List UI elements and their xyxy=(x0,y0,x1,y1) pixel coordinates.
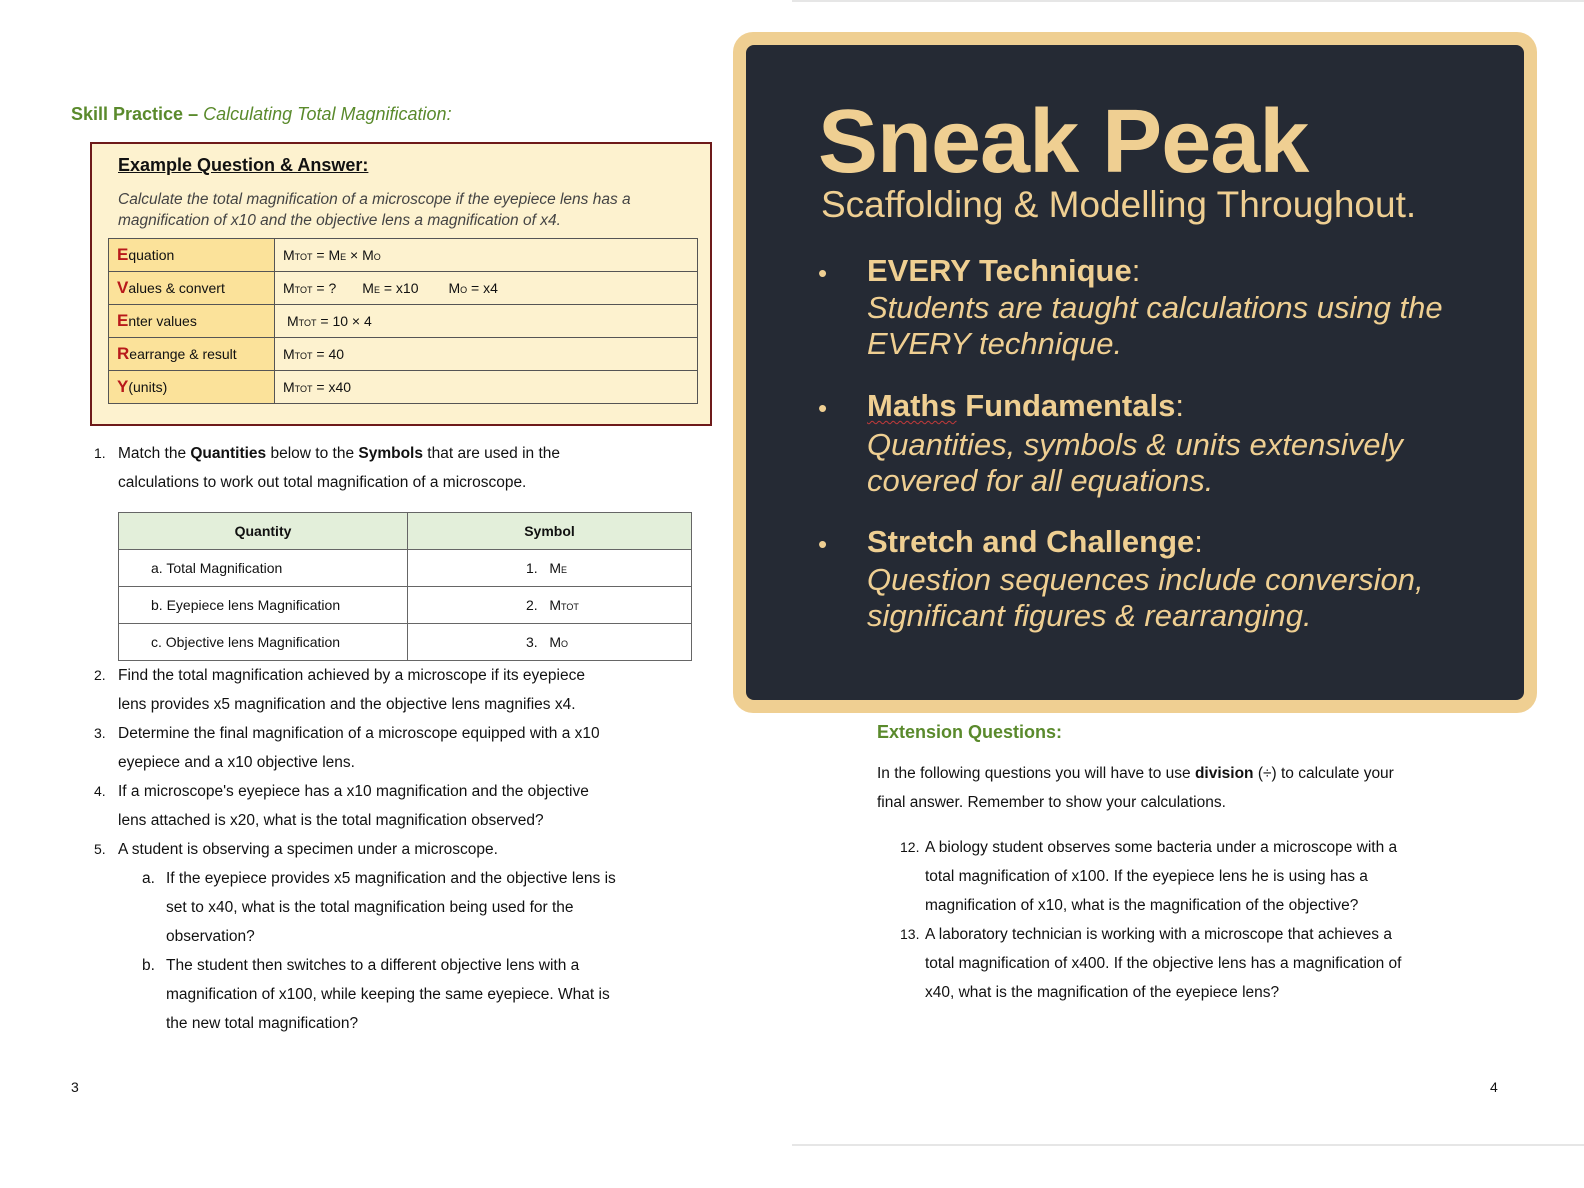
question-line: the new total magnification? xyxy=(166,1015,359,1032)
every-value xyxy=(275,239,698,272)
every-letter: E xyxy=(117,311,129,330)
question-line: The student then switches to a different objective lens with a xyxy=(166,957,580,974)
symbol-cell xyxy=(408,587,692,624)
value-part: = x4 xyxy=(467,280,498,296)
skill-practice-heading xyxy=(71,104,452,125)
subscript: TOT xyxy=(561,602,579,612)
quantity-symbol-table xyxy=(118,512,692,661)
question-line: Find the total magnification achieved by a microscope if its eyepiece xyxy=(118,667,585,684)
every-letter: Y xyxy=(117,377,129,396)
every-letter: V xyxy=(117,278,129,297)
symbol-number: 2. xyxy=(526,597,538,613)
question-line: observation? xyxy=(166,928,255,945)
question-line: lens provides x5 magnification and the objective lens magnifies x4. xyxy=(118,696,576,713)
quantity-cell: c. Objective lens Magnification xyxy=(119,624,408,661)
sneak-peak-subtitle: Scaffolding & Modelling Throughout. xyxy=(821,184,1417,225)
every-value xyxy=(275,272,698,305)
symbol-m: M xyxy=(549,634,562,650)
symbol-m: M xyxy=(549,597,562,613)
question-13 xyxy=(925,920,1525,1007)
every-label xyxy=(109,371,275,404)
question-line: magnification of x100, while keeping the same eyepiece. What is xyxy=(166,986,610,1003)
symbol-number: 1. xyxy=(526,560,538,576)
value-part: = x10 xyxy=(379,280,419,296)
question-line: If the eyepiece provides x5 magnification and the objective lens is xyxy=(166,870,616,887)
subquestion-number: b. xyxy=(142,957,155,974)
intro-text: (÷) to calculate your xyxy=(1253,765,1394,782)
symbol-cell xyxy=(408,624,692,661)
bullet-title xyxy=(867,253,1140,289)
equation-part: = M xyxy=(312,247,341,263)
subquestion-number: a. xyxy=(142,870,155,887)
value-part: = 10 × 4 xyxy=(316,313,372,329)
subscript: O xyxy=(373,252,381,262)
every-table xyxy=(108,238,698,404)
bullet-text: Students are taught calculations using the EVERY technique. xyxy=(867,290,1443,361)
question-line: If a microscope's eyepiece has a x10 magnification and the objective xyxy=(118,783,589,800)
spellcheck-word: Maths xyxy=(867,388,957,423)
extension-heading: Extension Questions: xyxy=(877,722,1063,742)
subscript: O xyxy=(561,639,569,649)
question-number: 4. xyxy=(94,783,106,799)
quantity-cell: b. Eyepiece lens Magnification xyxy=(119,587,408,624)
heading-sub: Calculating Total Magnification: xyxy=(203,104,452,124)
every-label-text: nter values xyxy=(128,313,197,329)
subquestion-a xyxy=(166,864,726,951)
every-label xyxy=(109,338,275,371)
every-value xyxy=(275,338,698,371)
quantity-cell: a. Total Magnification xyxy=(119,550,408,587)
bullet-text: Question sequences include conversion, significant figures & rearranging. xyxy=(867,562,1424,633)
question-line: A student is observing a specimen under a microscope. xyxy=(118,841,498,858)
symbol-m: M xyxy=(362,280,374,296)
value-part: = x40 xyxy=(312,379,352,395)
every-letter: R xyxy=(117,344,130,363)
subscript: E xyxy=(340,252,347,262)
subscript: TOT xyxy=(294,384,313,394)
every-label-text: alues & convert xyxy=(128,280,225,296)
table-row xyxy=(119,550,692,587)
header-symbol: Symbol xyxy=(408,513,692,550)
bullet-dot: • xyxy=(818,393,828,423)
every-value xyxy=(275,371,698,404)
every-row-units xyxy=(109,371,698,404)
every-label xyxy=(109,272,275,305)
equation-part: × M xyxy=(346,247,374,263)
q1-text: below to the xyxy=(266,445,359,462)
question-line: A laboratory technician is working with a microscope that achieves a xyxy=(925,926,1392,943)
table-row xyxy=(119,587,692,624)
symbol-m: M xyxy=(287,313,299,329)
every-letter: E xyxy=(117,245,129,264)
every-row-rearrange xyxy=(109,338,698,371)
q1-bold: Symbols xyxy=(358,445,423,462)
every-row-equation xyxy=(109,239,698,272)
question-number: 1. xyxy=(94,445,106,461)
subquestion-b xyxy=(166,951,726,1038)
subscript: TOT xyxy=(294,252,313,262)
page-number-right: 4 xyxy=(1490,1079,1498,1095)
heading-main: Skill Practice – xyxy=(71,104,204,124)
every-row-values xyxy=(109,272,698,305)
question-line: magnification of x10, what is the magnification of the objective? xyxy=(925,897,1359,914)
value-part: = 40 xyxy=(312,346,345,362)
bullet-colon: : xyxy=(1194,524,1203,559)
table-row xyxy=(119,624,692,661)
question-line: lens attached is x20, what is the total magnification observed? xyxy=(118,812,544,829)
every-row-enter xyxy=(109,305,698,338)
bullet-title xyxy=(867,388,1184,424)
symbol-m: M xyxy=(283,379,295,395)
question-line: Determine the final magnification of a microscope equipped with a x10 xyxy=(118,725,600,742)
question-1 xyxy=(118,439,718,497)
bullet-title-text: Fundamentals xyxy=(956,388,1176,423)
question-line: A biology student observes some bacteria under a microscope with a xyxy=(925,839,1398,856)
header-quantity: Quantity xyxy=(119,513,408,550)
q1-text: Match the xyxy=(118,445,191,462)
subscript: E xyxy=(561,565,568,575)
question-line xyxy=(118,439,718,468)
example-title: Example Question & Answer: xyxy=(118,155,369,175)
bullet-dot: • xyxy=(818,529,828,559)
symbol-m: M xyxy=(549,560,562,576)
question-line: total magnification of x400. If the objective lens has a magnification of xyxy=(925,955,1402,972)
bullet-colon: : xyxy=(1131,253,1141,288)
intro-bold: division xyxy=(1194,765,1254,782)
example-question: Calculate the total magnification of a microscope if the eyepiece lens has a magnification of x10 and the objective lens a magnification of x4. xyxy=(118,191,631,229)
every-label-text: (units) xyxy=(128,379,168,395)
table-header-row xyxy=(119,513,692,550)
subscript: TOT xyxy=(294,285,313,295)
question-line: total magnification of x100. If the eyepiece lens he is using has a xyxy=(925,868,1368,885)
question-number: 2. xyxy=(94,667,106,683)
bullet-title-text: EVERY Technique xyxy=(867,253,1132,288)
question-2 xyxy=(118,661,718,719)
subscript: E xyxy=(373,285,380,295)
question-12 xyxy=(925,833,1525,920)
subscript: TOT xyxy=(294,351,313,361)
subscript: TOT xyxy=(298,318,317,328)
bullet-title xyxy=(867,524,1203,560)
intro-text: In the following questions you will have to use xyxy=(877,765,1195,782)
symbol-m: M xyxy=(448,280,461,296)
question-number: 13. xyxy=(900,926,920,942)
symbol-m: M xyxy=(283,280,295,296)
every-label-text: earrange & result xyxy=(129,346,237,362)
intro-line: final answer. Remember to show your calculations. xyxy=(877,794,1226,811)
question-number: 12. xyxy=(900,839,920,855)
question-4 xyxy=(118,777,718,835)
subscript: O xyxy=(460,285,468,295)
question-number: 3. xyxy=(94,725,106,741)
question-line: eyepiece and a x10 objective lens. xyxy=(118,754,355,771)
question-3 xyxy=(118,719,718,777)
q1-bold: Quantities xyxy=(190,445,267,462)
question-5 xyxy=(118,835,718,864)
symbol-m: M xyxy=(283,247,295,263)
every-label-text: quation xyxy=(128,247,175,263)
value-part: = ? xyxy=(312,280,337,296)
question-number: 5. xyxy=(94,841,106,857)
every-label xyxy=(109,305,275,338)
symbol-m: M xyxy=(283,346,295,362)
question-line: x40, what is the magnification of the eyepiece lens? xyxy=(925,984,1280,1001)
bullet-colon: : xyxy=(1175,388,1184,423)
question-line: calculations to work out total magnification of a microscope. xyxy=(118,474,527,491)
every-value xyxy=(275,305,698,338)
bullet-text: Quantities, symbols & units extensively covered for all equations. xyxy=(867,427,1403,498)
page-number-left: 3 xyxy=(71,1079,79,1095)
q1-text: that are used in the xyxy=(422,445,560,462)
extension-intro xyxy=(877,759,1497,817)
symbol-number: 3. xyxy=(526,634,538,650)
intro-line xyxy=(877,759,1497,788)
symbol-cell xyxy=(408,550,692,587)
sneak-peak-title: Sneak Peak xyxy=(818,92,1309,192)
question-line: set to x40, what is the total magnification being used for the xyxy=(166,899,574,916)
every-label xyxy=(109,239,275,272)
bullet-dot: • xyxy=(818,258,828,288)
bullet-title-text: Stretch and Challenge xyxy=(867,524,1195,559)
